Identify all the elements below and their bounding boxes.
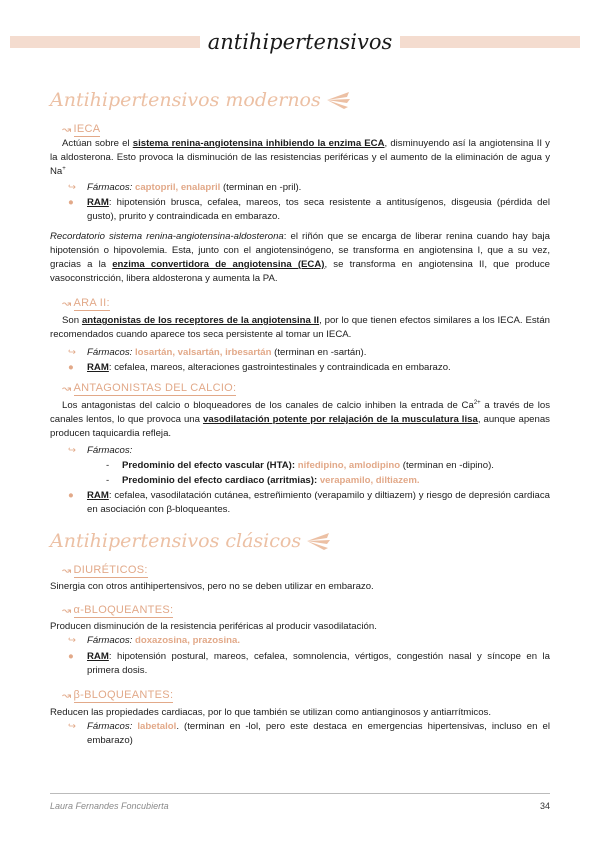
dash-icon: - bbox=[106, 475, 110, 486]
ara-ram: ● RAM: cefalea, mareos, alteraciones gastrointestinales y contraindicada en embarazo. bbox=[68, 362, 451, 373]
ieca-paragraph: Actúan sobre el sistema renina-angiotensina inhibiendo la enzima ECA, disminuyendo así la angiotensina II y la aldosterona. Esto provoca la disminución de las resistencias periféricas y el aumento de la eliminación de agua y Na+ bbox=[50, 138, 550, 177]
calcio-cardiaco: - Predominio del efecto cardiaco (arritmias): verapamilo, diltiazem. bbox=[106, 475, 420, 486]
ieca-ram: ● RAM: hipotensión brusca, cefalea, mareos, tos seca resistente a antitusígenos, disgeusia (pérdida del gusto), prurito y contraindicada en embarazo. bbox=[68, 197, 550, 222]
subheading-beta: ↝ β-BLOQUEANTES: bbox=[62, 689, 174, 702]
hook-arrow-icon: ↪ bbox=[68, 721, 77, 732]
diureticos-paragraph: Sinergia con otros antihipertensivos, pero no se deben utilizar en embarazo. bbox=[50, 581, 374, 592]
squiggle-arrow-icon: ↝ bbox=[62, 564, 72, 577]
squiggle-arrow-icon: ↝ bbox=[62, 689, 72, 702]
calcio-farmacos: ↪ Fármacos: bbox=[68, 445, 133, 456]
footer-author: Laura Fernandes Foncubierta bbox=[50, 801, 169, 811]
ara-farmacos: ↪ Fármacos: losartán, valsartán, irbesartán (terminan en -sartán). bbox=[68, 347, 367, 358]
ieca-farmacos: ↪ Fármacos: captopril, enalapril (terminan en -pril). bbox=[68, 182, 302, 193]
subheading-ara: ↝ ARA II: bbox=[62, 297, 110, 310]
bullet-icon: ● bbox=[68, 651, 74, 662]
alfa-farmacos: ↪ Fármacos: doxazosina, prazosina. bbox=[68, 635, 241, 646]
hook-arrow-icon: ↪ bbox=[68, 182, 77, 193]
calcio-vascular: - Predominio del efecto vascular (HTA): nifedipino, amlodipino (terminan en -dipino). bbox=[106, 460, 494, 471]
beta-farmacos: ↪ Fármacos: labetalol. (terminan en -lol, pero este destaca en emergencias hipertensivas, incluso en el embarazo) bbox=[68, 721, 550, 746]
ara-paragraph: Son antagonistas de los receptores de la angiotensina II, por lo que tienen efectos similares a los IECA. Están recomendados cuando aparece tos seca persistente al tomar un IECA. bbox=[50, 315, 550, 340]
subheading-diureticos: ↝ DIURÉTICOS: bbox=[62, 564, 148, 577]
page-title: antihipertensivos bbox=[0, 29, 600, 55]
beta-paragraph: Reducen las propiedades cardiacas, por lo que también se utilizan como antianginosos y antiarrítmicos. bbox=[50, 707, 492, 718]
calcio-paragraph: Los antagonistas del calcio o bloqueadores de los canales de calcio inhiben la entrada de $Ca^{2+}$ a través de los canales lentos, lo que provoca una vasodilatación potente por relajación de la musculatura lisa, aunque apenas producen taquicardia refleja. bbox=[50, 399, 550, 439]
squiggle-arrow-icon: ↝ bbox=[62, 382, 72, 395]
squiggle-arrow-icon: ↝ bbox=[62, 123, 72, 136]
dash-icon: - bbox=[106, 460, 110, 471]
hook-arrow-icon: ↪ bbox=[68, 635, 77, 646]
squiggle-arrow-icon: ↝ bbox=[62, 604, 72, 617]
bullet-icon: ● bbox=[68, 197, 74, 208]
hook-arrow-icon: ↪ bbox=[68, 347, 77, 358]
squiggle-arrow-icon: ↝ bbox=[62, 297, 72, 310]
fan-icon bbox=[305, 531, 331, 551]
footer-divider bbox=[50, 793, 550, 794]
bullet-icon: ● bbox=[68, 490, 74, 501]
hook-arrow-icon: ↪ bbox=[68, 445, 77, 456]
section-heading-classic: Antihipertensivos clásicos bbox=[50, 529, 331, 553]
alfa-ram: ● RAM: hipotensión postural, mareos, cefalea, somnolencia, vértigos, congestión nasal y síncope en la primera dosis. bbox=[68, 651, 550, 676]
fan-icon bbox=[325, 90, 351, 110]
section-heading-modern: Antihipertensivos modernos bbox=[50, 88, 351, 112]
calcio-ram: ● RAM: cefalea, vasodilatación cutánea, estreñimiento (verapamilo y diltiazem) y riesgo de depresión cardiaca en asociación con β-bloqueantes. bbox=[68, 490, 550, 515]
ieca-recordatorio: Recordatorio sistema renina-angiotensina-aldosterona: el riñón que se encarga de liberar renina cuando hay baja hipotensión o hipovolemia. Esta, junto con el angiotensinógeno, se transforma en angiotensina I, que a su vez, gracias a la enzima convertidora de angiotensina (ECA), se transforma en angiotensina II, que produce vasoconstricción, libera aldosterona y aumenta la PA. bbox=[50, 231, 550, 284]
bullet-icon: ● bbox=[68, 362, 74, 373]
subheading-ieca: ↝ IECA bbox=[62, 123, 101, 136]
subheading-calcio: ↝ ANTAGONISTAS DEL CALCIO: bbox=[62, 382, 237, 395]
subheading-alfa: ↝ α-BLOQUEANTES: bbox=[62, 604, 174, 617]
alfa-paragraph: Producen disminución de la resistencia periféricas al producir vasodilatación. bbox=[50, 621, 377, 632]
page-number: 34 bbox=[539, 801, 550, 811]
